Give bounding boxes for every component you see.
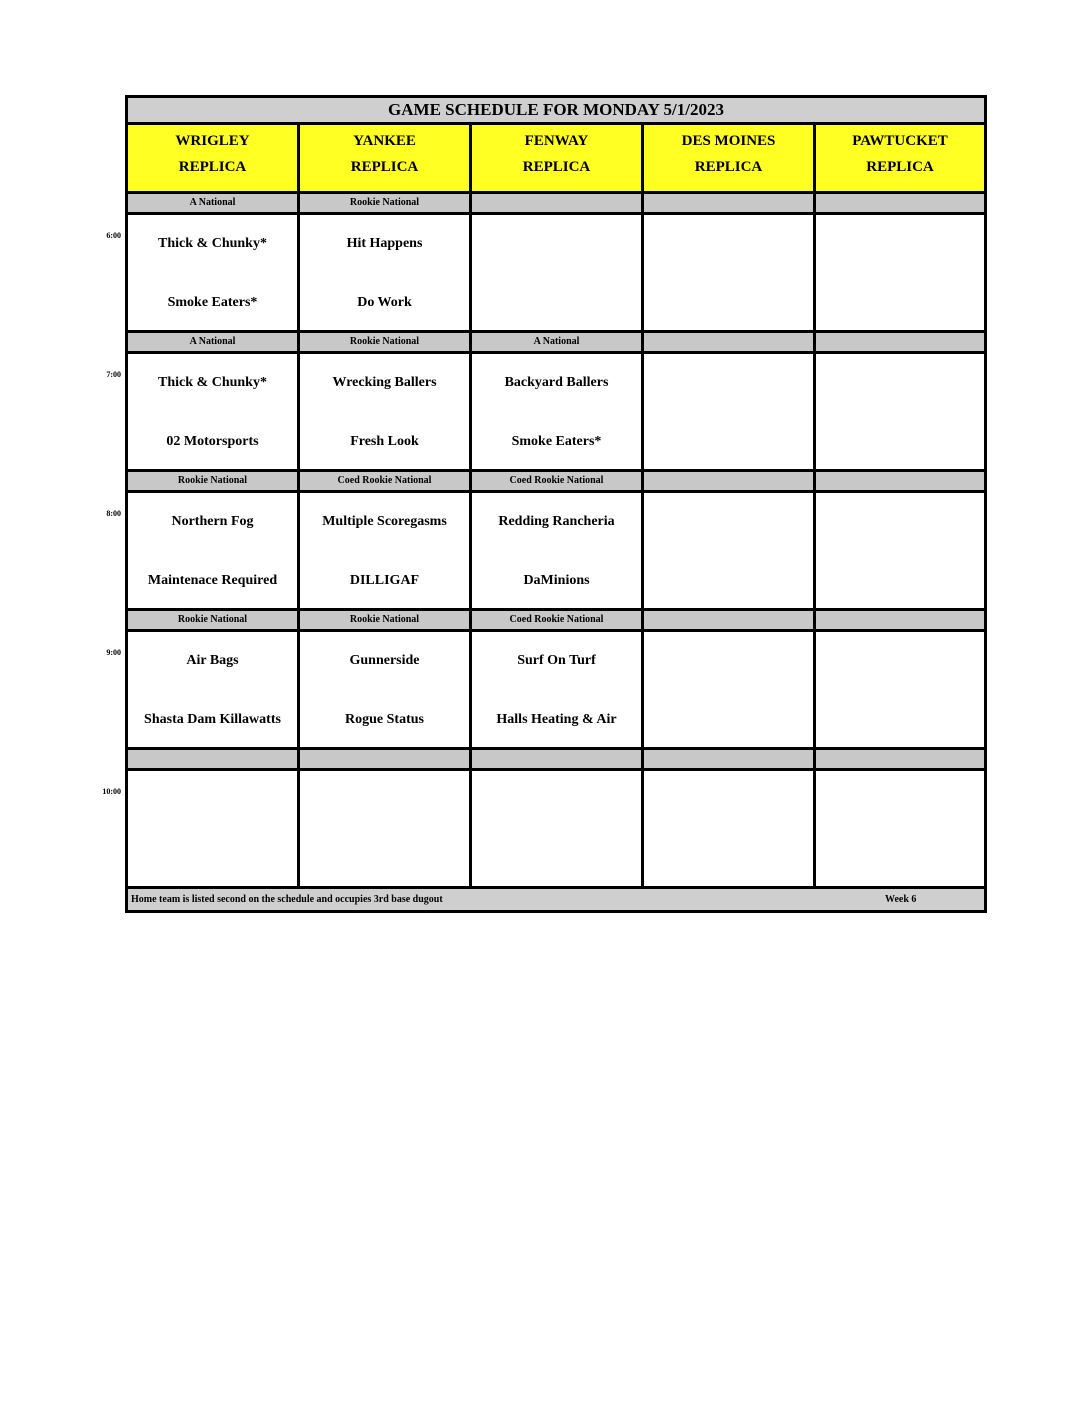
division-row — [128, 330, 984, 354]
game-cell — [300, 493, 472, 608]
time-label: 7:00 — [106, 370, 121, 379]
game-cell — [816, 215, 984, 330]
schedule-table — [125, 95, 987, 913]
home-team: Halls Heating & Air — [496, 712, 617, 727]
venue-subtitle: REPLICA — [694, 159, 763, 175]
game-cell — [300, 632, 472, 747]
away-team: Thick & Chunky* — [158, 236, 267, 251]
schedule-title: GAME SCHEDULE FOR MONDAY 5/1/2023 — [128, 98, 984, 125]
game-cell — [128, 354, 300, 469]
division-label: Coed Rookie National — [472, 472, 644, 490]
division-row — [128, 608, 984, 632]
home-team: DILLIGAF — [349, 573, 420, 588]
venue-name: FENWAY — [524, 133, 589, 149]
division-label: Rookie National — [128, 611, 300, 629]
away-team: Wrecking Ballers — [332, 375, 437, 390]
game-cell — [472, 354, 644, 469]
game-cell — [816, 771, 984, 886]
game-cell — [472, 215, 644, 330]
division-label — [816, 194, 984, 212]
venue-subtitle: REPLICA — [866, 159, 934, 175]
game-cell — [644, 493, 816, 608]
game-cell — [472, 493, 644, 608]
division-row — [128, 191, 984, 215]
division-label: Rookie National — [300, 194, 472, 212]
away-team: Redding Rancheria — [498, 514, 615, 529]
game-row — [128, 493, 984, 608]
game-cell — [300, 354, 472, 469]
game-cell — [300, 215, 472, 330]
venue-name: YANKEE — [353, 133, 416, 149]
venue-subtitle: REPLICA — [350, 159, 419, 175]
time-label: 9:00 — [106, 648, 121, 657]
venue-header — [472, 125, 644, 191]
division-label: A National — [128, 194, 300, 212]
game-cell — [816, 493, 984, 608]
away-team: Surf On Turf — [517, 653, 596, 668]
division-label — [300, 750, 472, 768]
division-label: Rookie National — [300, 611, 472, 629]
division-row — [128, 469, 984, 493]
time-label: 10:00 — [102, 787, 121, 796]
division-label — [644, 333, 816, 351]
division-label — [816, 750, 984, 768]
division-label: Coed Rookie National — [472, 611, 644, 629]
venue-header — [644, 125, 816, 191]
game-cell — [816, 354, 984, 469]
game-cell — [644, 215, 816, 330]
venue-header-row — [128, 125, 984, 191]
away-team: Air Bags — [186, 653, 239, 668]
division-label — [472, 750, 644, 768]
game-cell — [644, 354, 816, 469]
division-label: Coed Rookie National — [300, 472, 472, 490]
home-team: Smoke Eaters* — [511, 434, 602, 449]
game-row — [128, 354, 984, 469]
away-team: Gunnerside — [349, 653, 420, 668]
schedule-footer — [128, 886, 984, 910]
footer-note: Home team is listed second on the schedule and occupies 3rd base dugout — [131, 894, 443, 905]
time-slots — [128, 191, 984, 886]
division-label — [816, 333, 984, 351]
division-label — [644, 194, 816, 212]
venue-subtitle: REPLICA — [522, 159, 591, 175]
venue-name: DES MOINES — [681, 133, 776, 149]
division-label — [816, 472, 984, 490]
home-team: Rogue Status — [345, 712, 424, 727]
game-cell — [644, 771, 816, 886]
venue-header — [816, 125, 984, 191]
away-team: Thick & Chunky* — [158, 375, 267, 390]
division-label — [816, 611, 984, 629]
game-cell — [472, 632, 644, 747]
home-team: Shasta Dam Killawatts — [144, 712, 281, 727]
division-label: A National — [472, 333, 644, 351]
home-team: Maintenace Required — [147, 573, 278, 588]
game-cell — [128, 215, 300, 330]
division-label — [472, 194, 644, 212]
venue-subtitle: REPLICA — [178, 159, 247, 175]
footer-week: Week 6 — [885, 894, 917, 905]
game-cell — [472, 771, 644, 886]
home-team: Do Work — [357, 295, 412, 310]
game-cell — [128, 493, 300, 608]
division-label — [128, 750, 300, 768]
home-team: Smoke Eaters* — [167, 295, 258, 310]
division-label — [644, 750, 816, 768]
game-cell — [300, 771, 472, 886]
home-team: Fresh Look — [350, 434, 419, 449]
division-label — [644, 472, 816, 490]
away-team: Northern Fog — [171, 514, 254, 529]
division-label: A National — [128, 333, 300, 351]
game-cell — [128, 771, 300, 886]
game-row — [128, 632, 984, 747]
away-team: Multiple Scoregasms — [322, 514, 447, 529]
game-row — [128, 771, 984, 886]
venue-header — [300, 125, 472, 191]
game-cell — [644, 632, 816, 747]
venue-name: WRIGLEY — [175, 133, 250, 149]
division-label — [644, 611, 816, 629]
time-label: 6:00 — [106, 231, 121, 240]
away-team: Backyard Ballers — [504, 375, 609, 390]
game-cell — [128, 632, 300, 747]
home-team: DaMinions — [523, 573, 590, 588]
time-label: 8:00 — [106, 509, 121, 518]
venue-header — [128, 125, 300, 191]
home-team: 02 Motorsports — [166, 434, 259, 449]
game-row — [128, 215, 984, 330]
division-row — [128, 747, 984, 771]
away-team: Hit Happens — [346, 236, 423, 251]
venue-name: PAWTUCKET — [852, 133, 948, 149]
division-label: Rookie National — [300, 333, 472, 351]
game-cell — [816, 632, 984, 747]
division-label: Rookie National — [128, 472, 300, 490]
